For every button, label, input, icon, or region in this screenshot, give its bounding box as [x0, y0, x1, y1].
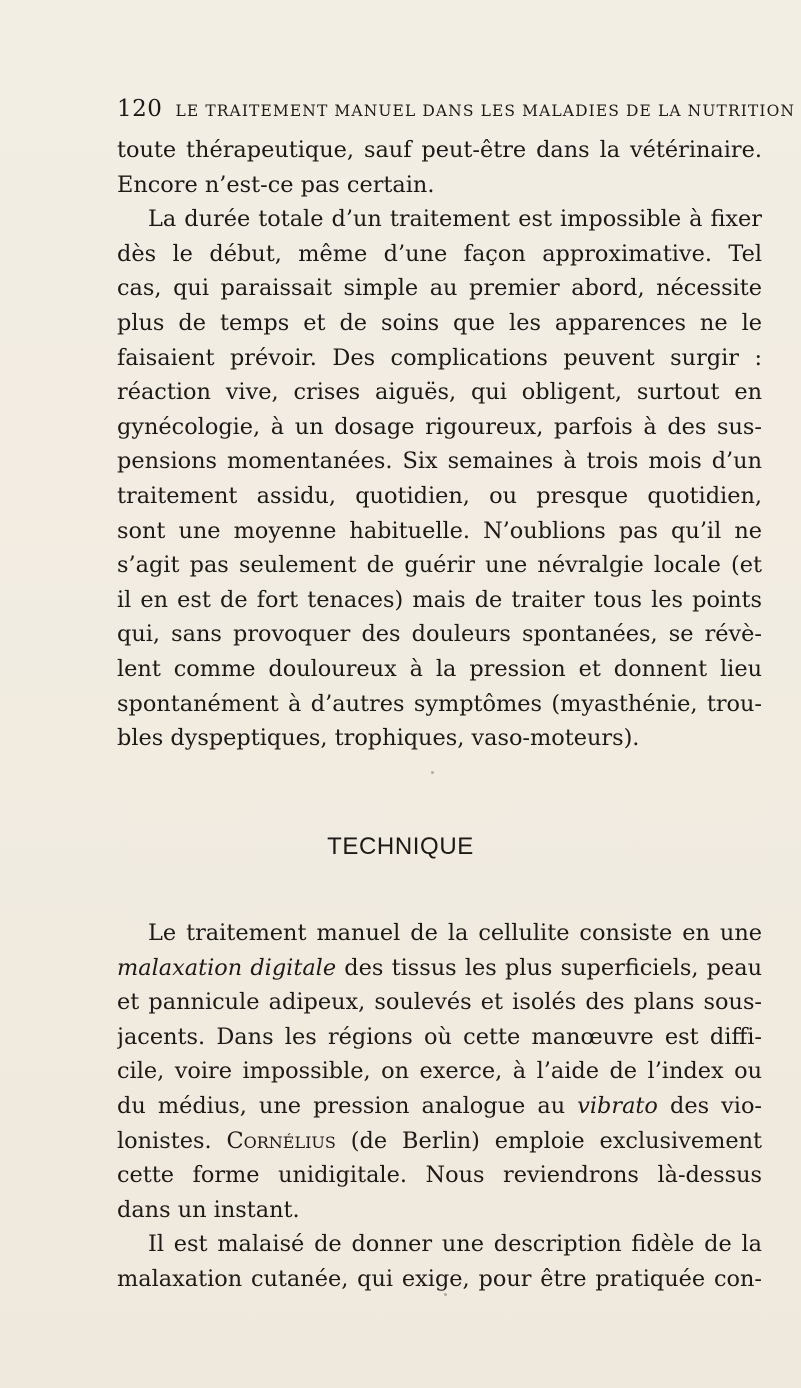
text-line: il en est de fort tenaces) mais de traiter tous les points	[117, 586, 762, 613]
text-line: dans un instant.	[117, 1196, 300, 1223]
text-line: toute thérapeutique, sauf peut-être dans la vétérinaire.	[117, 137, 762, 163]
italic-term: malaxation digitale	[117, 954, 337, 981]
text-line: malaxation cutanée, qui exige, pour être pratiquée con-	[117, 1265, 762, 1292]
text-line: et pannicule adipeux, soulevés et isolés des plans sous-	[117, 989, 762, 1016]
text-line: Le traitement manuel de la cellulite consiste en une	[148, 920, 762, 946]
running-header	[117, 96, 796, 122]
text-line: pensions momentanées. Six semaines à trois mois d’un	[117, 448, 762, 475]
text-line: Encore n’est-ce pas certain.	[117, 171, 435, 198]
author-name: Cornélius	[226, 1127, 336, 1154]
text-line: qui, sans provoquer des douleurs spontanées, se révè-	[117, 621, 762, 648]
running-title: LE TRAITEMENT MANUEL DANS LES MALADIES DE LA NUTRITION	[175, 102, 796, 120]
text-line: bles dyspeptiques, trophiques, vaso-moteurs).	[117, 725, 640, 752]
text-block-lower	[117, 916, 762, 1297]
italic-term: vibrato	[577, 1092, 658, 1119]
section-heading: TECHNIQUE	[327, 833, 474, 860]
page-number: 120	[117, 96, 163, 122]
text-line: dès le début, même d’une façon approximative. Tel	[117, 240, 762, 267]
text-line: lonistes. Cornélius (de Berlin) emploie exclusivement	[117, 1127, 762, 1154]
text-line: s’agit pas seulement de guérir une névralgie locale (et	[117, 552, 762, 579]
text-line: La durée totale d’un traitement est impossible à fixer	[148, 206, 762, 233]
text-line: sont une moyenne habituelle. N’oublions pas qu’il ne	[117, 517, 762, 544]
text-line: gynécologie, à un dosage rigoureux, parfois à des sus-	[117, 413, 762, 440]
text-block-upper	[117, 133, 762, 756]
text-line: faisaient prévoir. Des complications peuvent surgir :	[117, 344, 762, 371]
text-line: Il est malaisé de donner une description fidèle de la	[148, 1231, 762, 1258]
text-line: plus de temps et de soins que les apparences ne le	[117, 309, 762, 336]
text-line: du médius, une pression analogue au vibrato des vio-	[117, 1092, 762, 1119]
text-line: jacents. Dans les régions où cette manœuvre est diffi-	[117, 1023, 762, 1050]
paper-speck	[431, 771, 434, 774]
text-line: traitement assidu, quotidien, ou presque quotidien,	[117, 482, 762, 509]
paper-speck	[444, 1293, 447, 1296]
text-line: cette forme unidigitale. Nous reviendrons là-dessus	[117, 1162, 762, 1189]
text-line: malaxation digitale des tissus les plus superficiels, peau	[117, 954, 762, 981]
text-line: réaction vive, crises aiguës, qui obligent, surtout en	[117, 379, 762, 406]
text-line: cas, qui paraissait simple au premier abord, nécessite	[117, 275, 762, 302]
text-line: spontanément à d’autres symptômes (myasthénie, trou-	[117, 690, 762, 717]
text-line: cile, voire impossible, on exerce, à l’aide de l’index ou	[117, 1058, 762, 1085]
text-line: lent comme douloureux à la pression et donnent lieu	[117, 655, 762, 682]
